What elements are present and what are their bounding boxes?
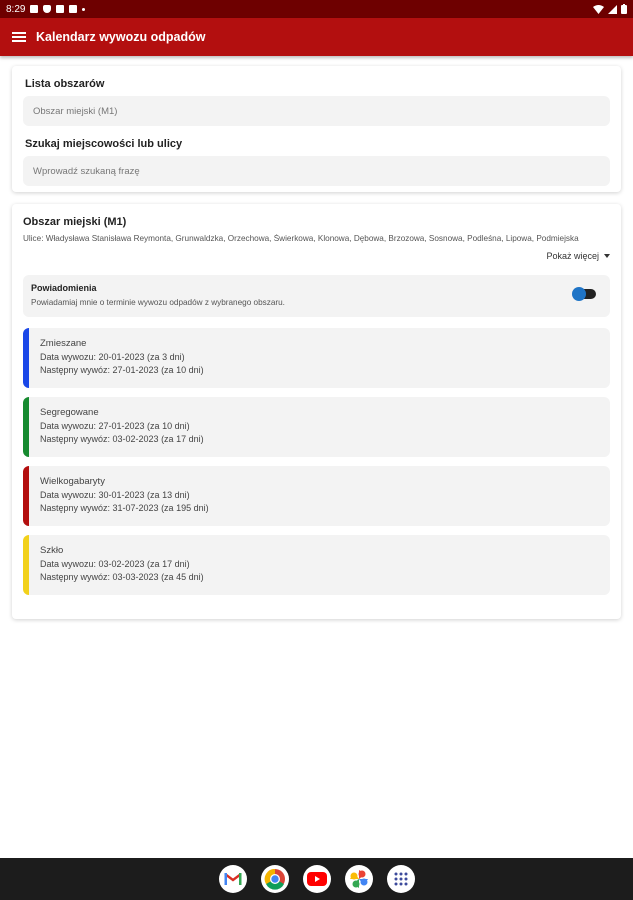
waste-pickup-date: Data wywozu: 27-01-2023 (za 10 dni) bbox=[40, 421, 190, 431]
waste-item[interactable] bbox=[23, 397, 610, 457]
app-title: Kalendarz wywozu odpadów bbox=[36, 30, 206, 44]
notifications-panel bbox=[23, 275, 610, 317]
shield-icon bbox=[43, 5, 51, 13]
caret-down-icon bbox=[604, 254, 610, 258]
wifi-icon bbox=[593, 5, 604, 14]
mail-icon bbox=[30, 5, 38, 13]
waste-color-bar bbox=[23, 328, 29, 388]
waste-pickup-date: Data wywozu: 30-01-2023 (za 13 dni) bbox=[40, 490, 190, 500]
waste-list bbox=[23, 328, 610, 595]
waste-name: Segregowane bbox=[40, 407, 99, 418]
gmail-icon[interactable] bbox=[219, 865, 247, 893]
waste-name: Zmieszane bbox=[40, 338, 87, 349]
waste-name: Szkło bbox=[40, 545, 64, 556]
waste-next-date: Następny wywóz: 03-02-2023 (za 17 dni) bbox=[40, 434, 204, 444]
area-title: Obszar miejski (M1) bbox=[23, 216, 127, 228]
photos-icon[interactable] bbox=[345, 865, 373, 893]
waste-next-date: Następny wywóz: 27-01-2023 (za 10 dni) bbox=[40, 365, 204, 375]
waste-next-date: Następny wywóz: 03-03-2023 (za 45 dni) bbox=[40, 572, 204, 582]
areas-dropdown[interactable]: Obszar miejski (M1) bbox=[23, 96, 610, 126]
youtube-icon[interactable] bbox=[303, 865, 331, 893]
chrome-icon[interactable] bbox=[261, 865, 289, 893]
status-bar bbox=[0, 0, 633, 18]
toggle-knob bbox=[572, 287, 586, 301]
show-more-label: Pokaż więcej bbox=[546, 251, 599, 261]
waste-color-bar bbox=[23, 466, 29, 526]
search-card bbox=[12, 66, 621, 192]
area-card bbox=[12, 204, 621, 619]
lock-icon bbox=[69, 5, 77, 13]
app-drawer-icon[interactable] bbox=[387, 865, 415, 893]
waste-color-bar bbox=[23, 397, 29, 457]
home-icon bbox=[56, 5, 64, 13]
notification-dot-icon bbox=[82, 8, 85, 11]
search-label: Szukaj miejscowości lub ulicy bbox=[25, 138, 183, 150]
notifications-description: Powiadamiaj mnie o terminie wywozu odpadów z wybranego obszaru. bbox=[31, 298, 285, 307]
signal-icon bbox=[608, 5, 617, 14]
app-bar bbox=[0, 18, 633, 56]
waste-item[interactable] bbox=[23, 466, 610, 526]
battery-icon bbox=[621, 4, 627, 14]
dock-bar bbox=[0, 858, 633, 900]
clock: 8:29 bbox=[6, 3, 26, 15]
search-input[interactable]: Wprowadź szukaną frazę bbox=[23, 156, 610, 186]
hamburger-menu-icon[interactable] bbox=[12, 32, 26, 42]
streets-list: Ulice: Władysława Stanisława Reymonta, Grunwaldzka, Orzechowa, Świerkowa, Klonowa, Dębowa, Brzozowa, Sosnowa, Podleśna, Lipowa, Podmiejska bbox=[23, 234, 579, 243]
notifications-toggle[interactable] bbox=[574, 289, 596, 299]
waste-color-bar bbox=[23, 535, 29, 595]
waste-pickup-date: Data wywozu: 20-01-2023 (za 3 dni) bbox=[40, 352, 185, 362]
waste-next-date: Następny wywóz: 31-07-2023 (za 195 dni) bbox=[40, 503, 209, 513]
waste-item[interactable] bbox=[23, 535, 610, 595]
notifications-title: Powiadomienia bbox=[31, 283, 97, 293]
waste-item[interactable] bbox=[23, 328, 610, 388]
waste-pickup-date: Data wywozu: 03-02-2023 (za 17 dni) bbox=[40, 559, 190, 569]
waste-name: Wielkogabaryty bbox=[40, 476, 105, 487]
show-more-button[interactable] bbox=[23, 251, 610, 261]
areas-label: Lista obszarów bbox=[25, 78, 105, 90]
